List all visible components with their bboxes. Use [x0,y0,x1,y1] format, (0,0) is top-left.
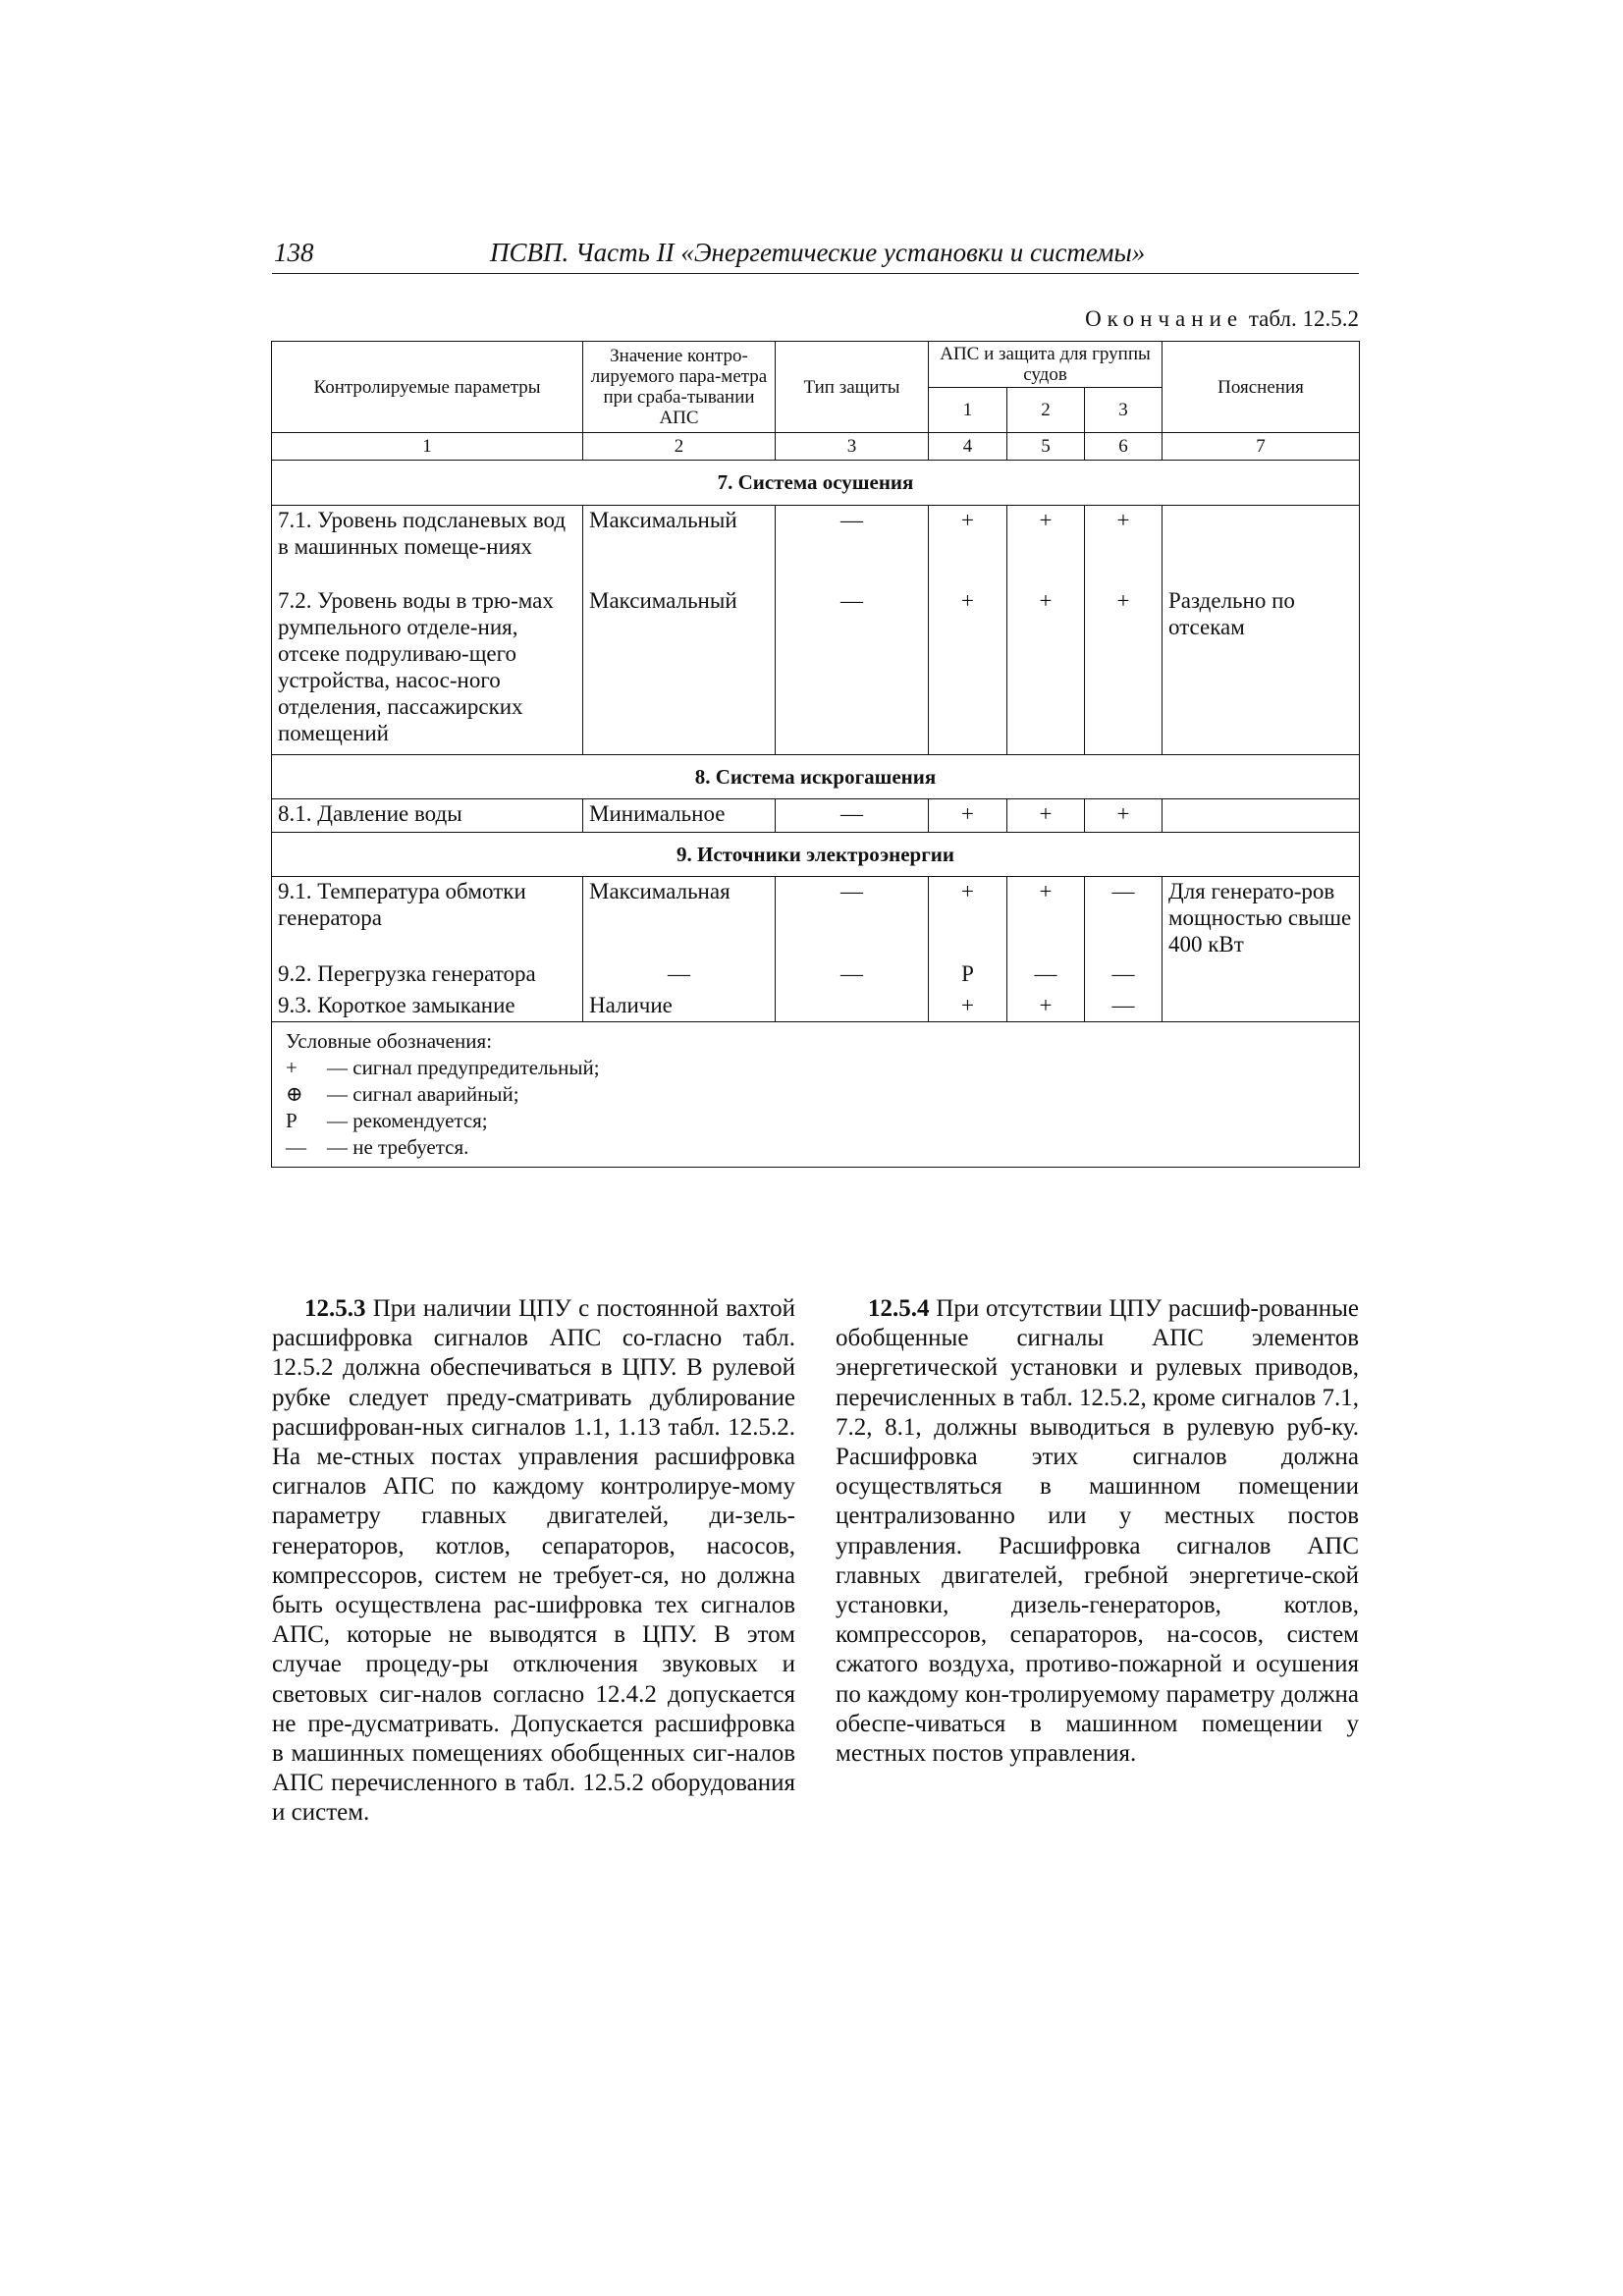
protection-cell: — [776,586,929,755]
group1-cell: + [929,877,1007,959]
table-row [272,877,1360,959]
group3-cell: + [1085,586,1163,755]
legend-text: — сигнал предупредительный; [327,1056,600,1079]
legend-item [286,1108,1345,1134]
table-row [272,506,1360,586]
column-number: 3 [776,433,929,461]
header-group-2: 2 [1007,388,1085,433]
section-row [272,461,1360,506]
legend-item [286,1134,1345,1161]
legend-title: Условные обозначения: [286,1029,493,1053]
value-cell: — [583,959,776,991]
value-cell: Максимальный [583,586,776,755]
column-number: 6 [1085,433,1163,461]
protection-cell: — [776,799,929,833]
table-row [272,959,1360,991]
group3-cell: — [1085,991,1163,1022]
caption-rest: табл. 12.5.2 [1243,306,1359,331]
header-group-3: 3 [1085,388,1163,433]
value-cell: Максимальный [583,506,776,586]
aps-table [271,341,1360,1168]
table-row [272,799,1360,833]
group2-cell: — [1007,959,1085,991]
group3-cell: + [1085,799,1163,833]
note-cell: Раздельно по отсекам [1163,586,1360,755]
paragraph-body [836,1294,1359,1769]
column-number: 1 [272,433,583,461]
group2-cell: + [1007,877,1085,959]
header-protection: Тип защиты [776,342,929,433]
legend-symbol: — [286,1135,306,1159]
group2-cell: + [1007,506,1085,586]
value-cell: Максимальная [583,877,776,959]
group2-cell: + [1007,799,1085,833]
caption-word: Окончание [1085,306,1244,331]
table-header-row [272,342,1360,388]
note-cell [1163,959,1360,991]
paragraph-12-5-4 [836,1294,1359,1769]
value-cell: Минимальное [583,799,776,833]
section-title: 9. Источники электроэнергии [272,833,1360,877]
protection-cell [776,991,929,1022]
protection-cell: — [776,877,929,959]
legend-row [272,1022,1360,1168]
legend-symbol: Р [286,1109,298,1132]
header-aps-group: АПС и защита для группы судов [929,342,1163,388]
protection-cell: — [776,506,929,586]
header-param: Контролируемые параметры [272,342,583,433]
legend-text: — не требуется. [327,1135,469,1159]
header-notes: Пояснения [1163,342,1360,433]
page-header [272,236,1359,274]
param-cell: 9.1. Температура обмотки генератора [272,877,583,959]
running-title: ПСВП. Часть II «Энергетические установки и системы» [490,238,1146,267]
header-value: Значение контро-лируемого пара-метра при сраба-тывании АПС [583,342,776,433]
column-number-row [272,433,1360,461]
group1-cell: + [929,506,1007,586]
group1-cell: + [929,799,1007,833]
paragraph-12-5-3 [272,1294,795,1829]
group1-cell: + [929,991,1007,1022]
section-title: 7. Система осушения [272,461,1360,506]
note-cell [1163,506,1360,586]
group2-cell: + [1007,991,1085,1022]
group3-cell: — [1085,959,1163,991]
group3-cell: + [1085,506,1163,586]
legend-symbol: + [286,1056,298,1079]
legend-item [286,1081,1345,1108]
legend [272,1022,1360,1168]
param-cell: 8.1. Давление воды [272,799,583,833]
column-number: 7 [1163,433,1360,461]
param-cell: 7.1. Уровень подсланевых вод в машинных помеще-ниях [272,506,583,586]
group2-cell: + [1007,586,1085,755]
paragraph-text: При отсутствии ЦПУ расшиф-рованные обобщенные сигналы АПС элементов энергетической установки и рулевых приводов, перечисленных в табл. 12.5.2, кроме сигналов 7.1, 7.2, 8.1, должны выводиться в рулевую руб-ку. Расшифровка этих сигналов должна осуществляться в машинном помещении централизованно или у местных постов управления. Расшифровка сигналов АПС главных двигателей, гребной энергетиче-ской установки, дизель-генераторов, котлов, компрессоров, сепараторов, на-сосов, систем сжатого воздуха, противо-пожарной и осушения по каждому кон-тролируемому параметру должна обеспе-чиваться в машинном помещении у местных постов управления. [836,1295,1359,1768]
legend-text: — рекомендуется; [327,1109,488,1132]
protection-cell: — [776,959,929,991]
paragraph-number: 12.5.4 [868,1295,930,1322]
group1-cell: Р [929,959,1007,991]
paragraph-text: При наличии ЦПУ с постоянной вахтой расшифровка сигналов АПС со-гласно табл. 12.5.2 должна обеспечиваться в ЦПУ. В рулевой рубке следует преду-сматривать дублирование расшифрован-ных сигналов 1.1, 1.13 табл. 12.5.2. На ме-стных постах управления расшифровка сигналов АПС по каждому контролируе-мому параметру главных двигателей, ди-зель-генераторов, котлов, сепараторов, насосов, компрессоров, систем не требует-ся, но должна быть осуществлена рас-шифровка тех сигналов АПС, которые не выводятся в ЦПУ. В этом случае процеду-ры отключения звуковых и световых сиг-налов согласно 12.4.2 допускается не пре-дусматривать. Допускается расшифровка в машинных помещениях обобщенных сиг-налов АПС перечисленного в табл. 12.5.2 оборудования и систем. [272,1295,795,1827]
column-number: 4 [929,433,1007,461]
section-title: 8. Система искрогашения [272,755,1360,799]
note-cell [1163,991,1360,1022]
header-group-1: 1 [929,388,1007,433]
column-number: 2 [583,433,776,461]
param-cell: 9.2. Перегрузка генератора [272,959,583,991]
table-row [272,586,1360,755]
legend-item [286,1055,1345,1081]
paragraph-number: 12.5.3 [304,1295,366,1322]
note-cell: Для генерато-ров мощностью свыше 400 кВт [1163,877,1360,959]
table-caption [1085,306,1359,332]
group3-cell: — [1085,877,1163,959]
section-row [272,833,1360,877]
param-cell: 7.2. Уровень воды в трю-мах румпельного отделе-ния, отсеке подруливаю-щего устройства, насос-ного отделения, пассажирских помещений [272,586,583,755]
group1-cell: + [929,586,1007,755]
page-number: 138 [274,238,314,267]
note-cell [1163,799,1360,833]
param-cell: 9.3. Короткое замыкание [272,991,583,1022]
column-number: 5 [1007,433,1085,461]
paragraph-body [272,1294,795,1829]
value-cell: Наличие [583,991,776,1022]
legend-text: — сигнал аварийный; [327,1082,519,1106]
legend-symbol: ⊕ [286,1082,303,1106]
table-row [272,991,1360,1022]
section-row [272,755,1360,799]
